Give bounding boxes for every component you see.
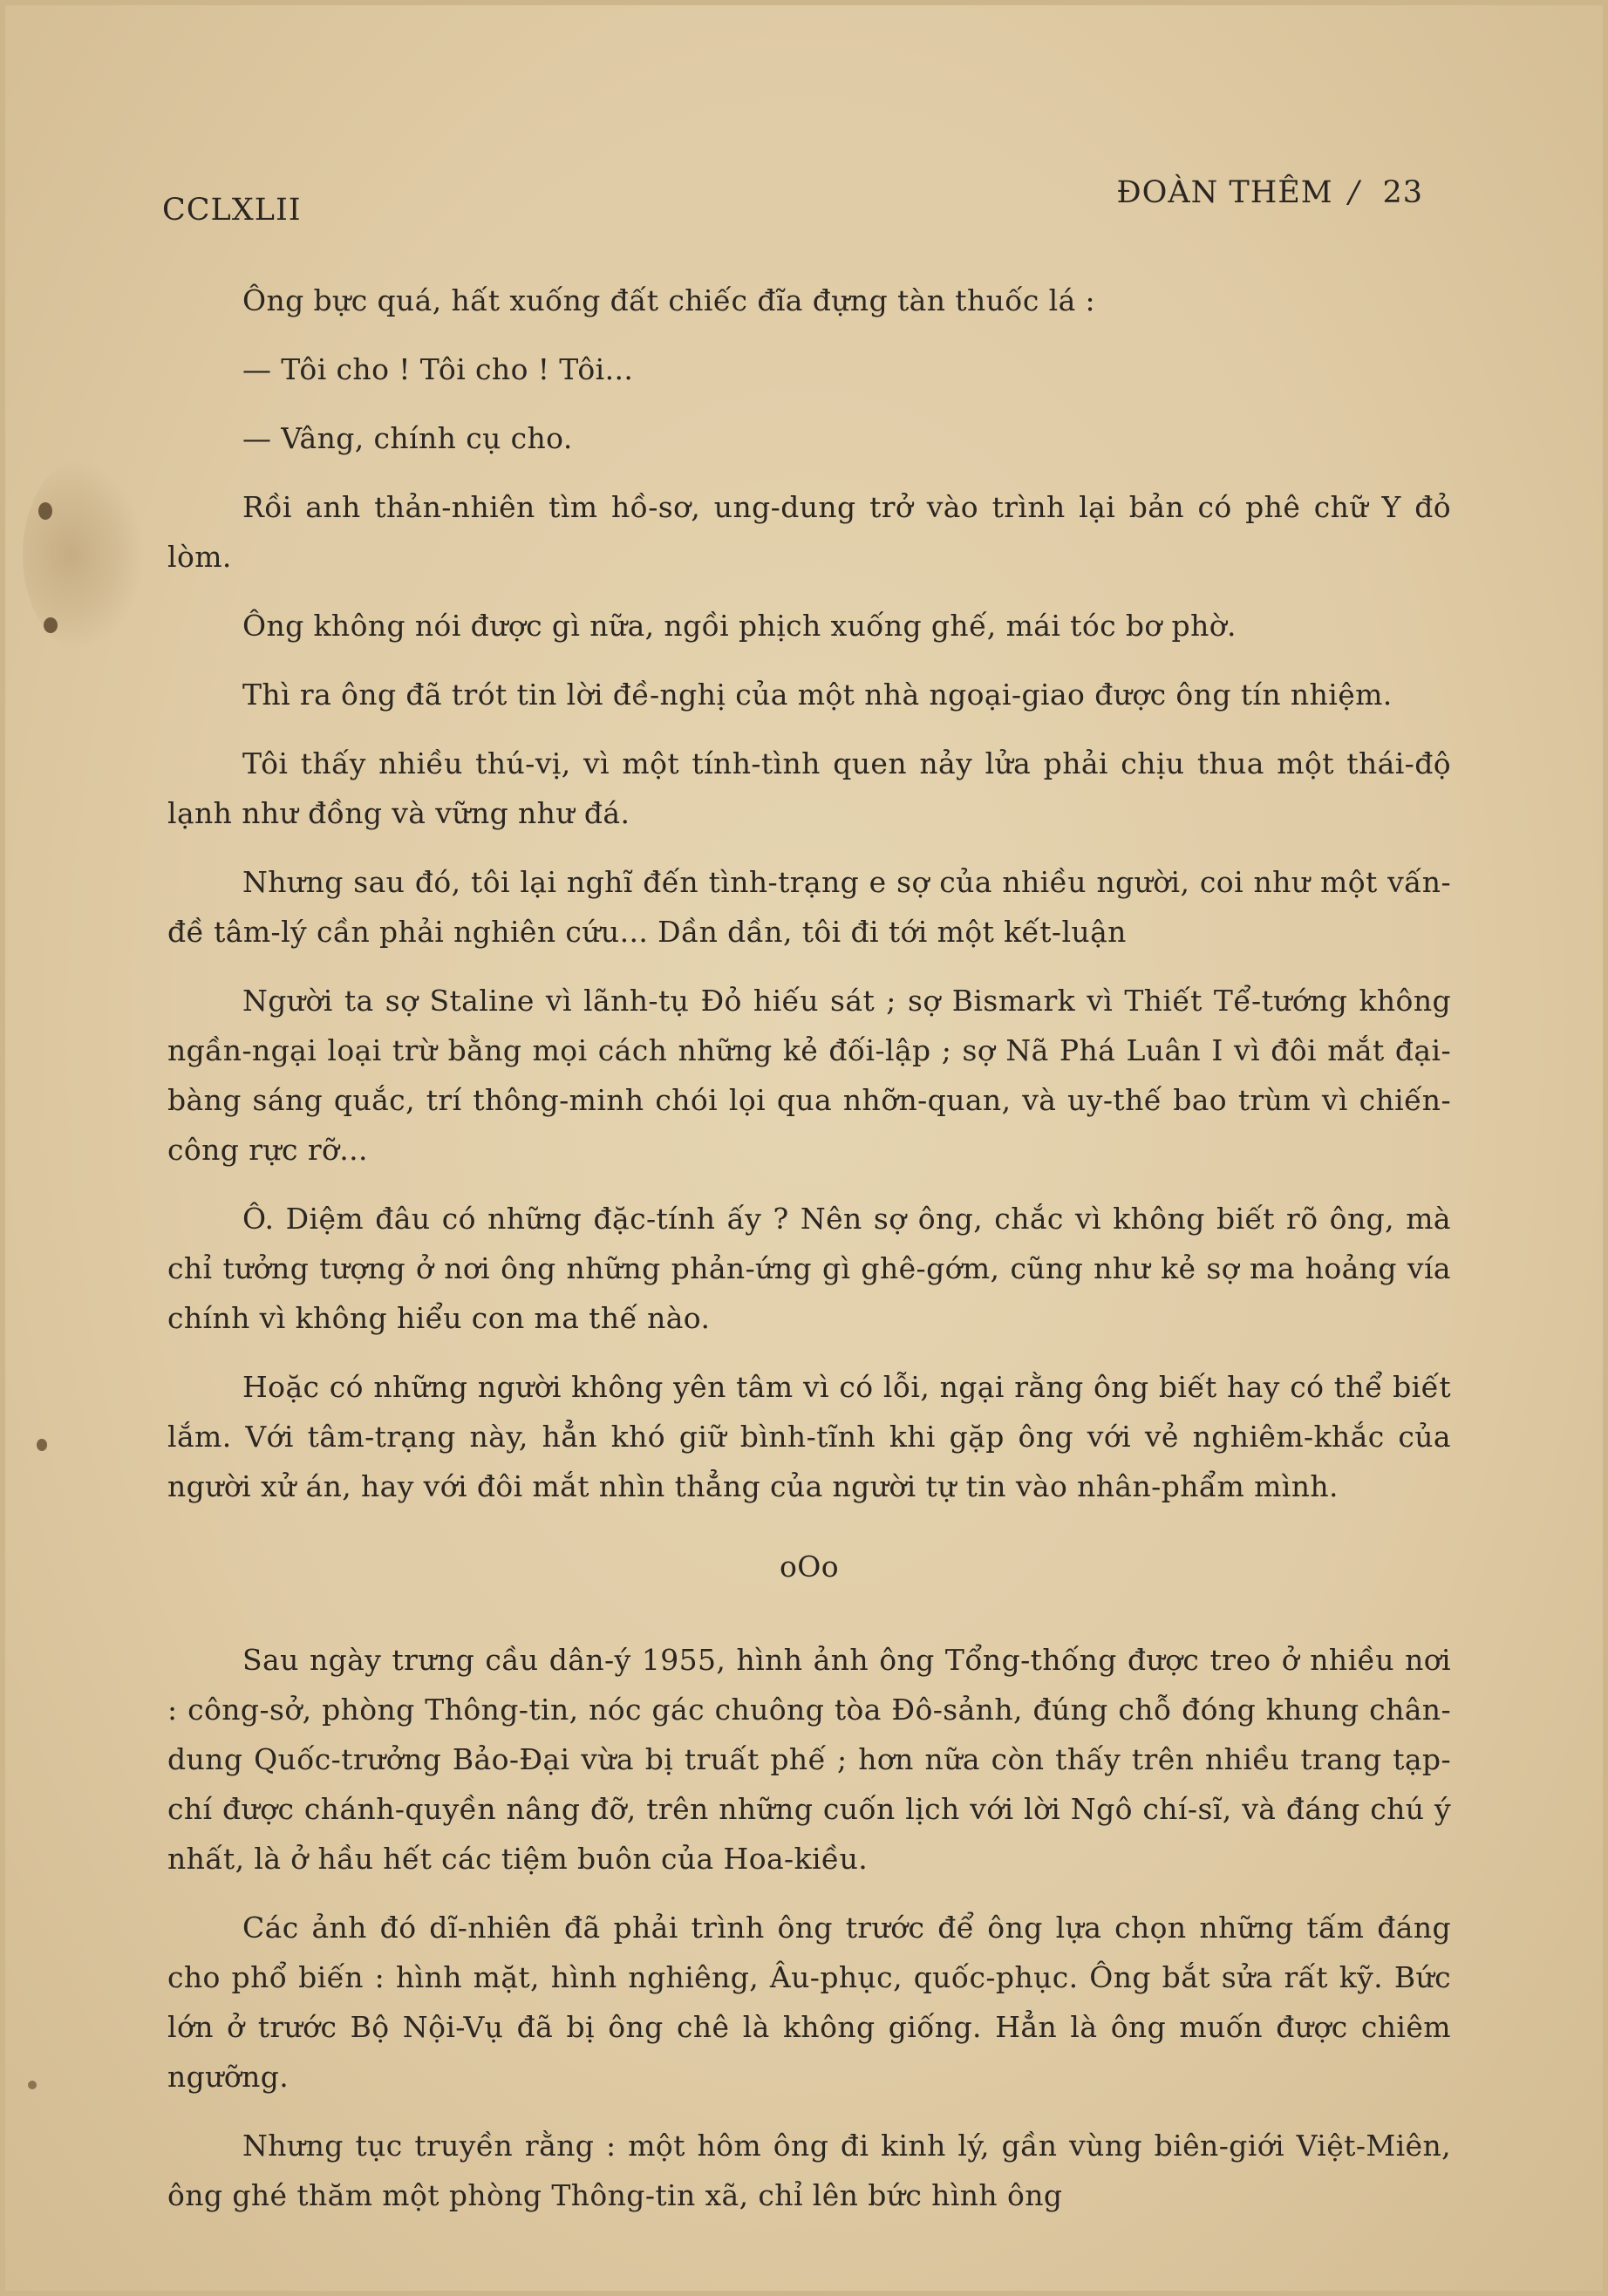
paragraph: Hoặc có những người không yên tâm vì có lỗi, ngại rằng ông biết hay có thể biết lắm. Với tâm-trạng này, hẳn khó giữ bình-tĩnh khi gặp ông với vẻ nghiêm-khắc của người xử án, hay với đôi mắt nhìn thẳng của người tự tin vào nhân-phẩm mình. [167, 1370, 1451, 1503]
age-spot [38, 502, 52, 520]
page-header [162, 175, 1423, 228]
paragraph: Tôi thấy nhiều thú-vị, vì một tính-tình quen nảy lửa phải chịu thua một thái-độ lạnh như đồng và vững như đá. [167, 746, 1451, 830]
age-spot [28, 2081, 37, 2089]
paragraph: Ông bực quá, hất xuống đất chiếc đĩa đựng tàn thuốc lá : [242, 283, 1096, 317]
paragraph: Các ảnh đó dĩ-nhiên đã phải trình ông trước để ông lựa chọn những tấm đáng cho phổ biến : hình mặt, hình nghiêng, Âu-phục, quốc-phục. Ông bắt sửa rất kỹ. Bức lớn ở trước Bộ Nội-Vụ đã bị ông chê là không giống. Hẳn là ông muốn được chiêm ngưỡng. [167, 1911, 1451, 2094]
paragraph: Rồi anh thản-nhiên tìm hồ-sơ, ung-dung trở vào trình lại bản có phê chữ Y đỏ lòm. [167, 490, 1451, 574]
body-text [167, 276, 1451, 2220]
chapter-number: CCLXLII [162, 193, 302, 228]
author-name: ĐOÀN THÊM [1116, 175, 1333, 210]
dialogue-line: — Vâng, chính cụ cho. [242, 421, 573, 455]
age-spot [37, 1439, 47, 1451]
page-number: 23 [1382, 175, 1423, 210]
section-separator: oOo [780, 1550, 839, 1584]
paragraph: Nhưng sau đó, tôi lại nghĩ đến tình-trạng e sợ của nhiều người, coi như một vấn-đề tâm-lý cần phải nghiên cứu... Dần dần, tôi đi tới một kết-luận [167, 865, 1451, 949]
dialogue-line: — Tôi cho ! Tôi cho ! Tôi... [242, 352, 634, 386]
running-title [1116, 175, 1423, 210]
paragraph: Nhưng tục truyền rằng : một hôm ông đi kinh lý, gần vùng biên-giới Việt-Miên, ông ghé thăm một phòng Thông-tin xã, chỉ lên bức hình ông [167, 2129, 1451, 2212]
age-spot [44, 617, 58, 633]
paragraph: Sau ngày trưng cầu dân-ý 1955, hình ảnh ông Tổng-thống được treo ở nhiều nơi : công-sở, phòng Thông-tin, nóc gác chuông tòa Đô-sảnh, đúng chỗ đóng khung chân-dung Quốc-trưởng Bảo-Đại vừa bị truất phế ; hơn nữa còn thấy trên nhiều trang tạp-chí được chánh-quyền nâng đỡ, trên những cuốn lịch với lời Ngô chí-sĩ, và đáng chú ý nhất, là ở hầu hết các tiệm buôn của Hoa-kiều. [167, 1643, 1451, 1876]
paragraph: Người ta sợ Staline vì lãnh-tụ Đỏ hiếu sát ; sợ Bismark vì Thiết Tể-tướng không ngần-ngại loại trừ bằng mọi cách những kẻ đối-lập ; sợ Nã Phá Luân I vì đôi mắt đại-bàng sáng quắc, trí thông-minh chói lọi qua nhỡn-quan, và uy-thế bao trùm vì chiến-công rực rỡ... [167, 984, 1451, 1167]
paragraph: Thì ra ông đã trót tin lời đề-nghị của một nhà ngoại-giao được ông tín nhiệm. [242, 678, 1393, 712]
age-stain [23, 459, 145, 651]
paragraph: Ông không nói được gì nữa, ngồi phịch xuống ghế, mái tóc bơ phờ. [242, 609, 1237, 643]
paragraph: Ô. Diệm đâu có những đặc-tính ấy ? Nên sợ ông, chắc vì không biết rõ ông, mà chỉ tưởng tượng ở nơi ông những phản-ứng gì ghê-gớm, cũng như kẻ sợ ma hoảng vía chính vì không hiểu con ma thế nào. [167, 1202, 1451, 1335]
header-separator: / [1348, 175, 1360, 210]
